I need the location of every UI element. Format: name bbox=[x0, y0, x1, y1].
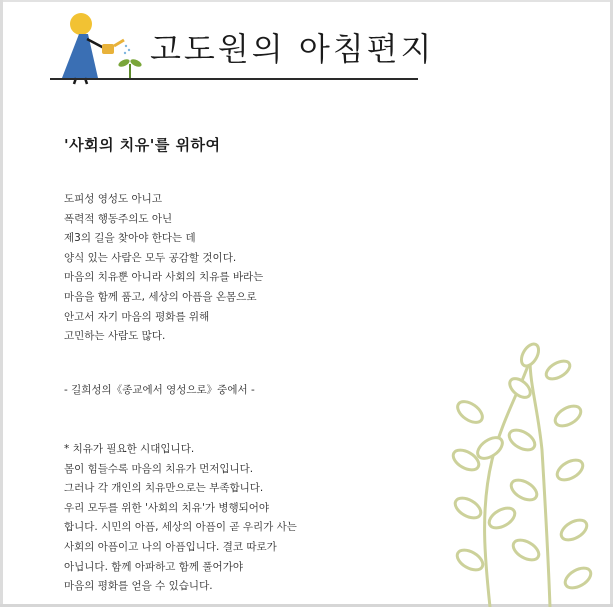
vine-leaves-icon bbox=[430, 340, 613, 607]
commentary-line: 마음의 평화를 얻을 수 있습니다. bbox=[64, 580, 213, 593]
vine-leaf bbox=[543, 357, 573, 382]
poem-line: 안고서 자기 마음의 평화를 위해 bbox=[64, 310, 210, 323]
vine-leaf bbox=[454, 397, 486, 426]
letter-title: 고도원의 아침편지 bbox=[150, 30, 435, 68]
sprout-leaf-left bbox=[117, 58, 130, 69]
commentary-line: 몸이 힘들수록 마음의 치유가 먼저입니다. bbox=[64, 462, 254, 475]
commentary-line: 사회의 아픔이고 나의 아픔입니다. 결코 따로가 bbox=[64, 540, 277, 553]
frame-top-border bbox=[0, 0, 613, 2]
commentary-line: 합니다. 시민의 아픔, 세상의 아픔이 곧 우리가 사는 bbox=[64, 521, 297, 534]
vine-leaf bbox=[452, 494, 484, 522]
poem-line: 마음의 치유뿐 아니라 사회의 치유를 바라는 bbox=[64, 271, 264, 284]
vine-leaf bbox=[454, 546, 486, 574]
article-headline: '사회의 치유'를 위하여 bbox=[64, 136, 221, 154]
poem-block bbox=[64, 190, 263, 347]
source-line: - 길희성의《종교에서 영성으로》중에서 - bbox=[64, 384, 255, 396]
vine-leaf bbox=[474, 433, 506, 462]
water-drop bbox=[124, 52, 126, 54]
figure-head bbox=[70, 13, 92, 35]
poem-line: 제3의 길을 찾아야 한다는 데 bbox=[64, 232, 196, 245]
vine-leaf bbox=[506, 375, 533, 401]
header-underline bbox=[50, 78, 418, 80]
commentary-line: * 치유가 필요한 시대입니다. bbox=[64, 443, 195, 455]
poem-line: 도피성 영성도 아니고 bbox=[64, 193, 162, 205]
vine-leaf bbox=[486, 504, 518, 532]
vine-leaf bbox=[510, 536, 542, 564]
watering-can-body bbox=[102, 44, 114, 54]
water-drop bbox=[125, 45, 127, 47]
sprout-leaf-right bbox=[129, 58, 142, 69]
vine-leaf bbox=[506, 426, 538, 454]
poem-line: 폭력적 행동주의도 아닌 bbox=[64, 212, 173, 225]
frame-left-border bbox=[0, 0, 3, 607]
vine-leaf bbox=[562, 564, 594, 592]
commentary-line: 우리 모두를 위한 '사회의 치유'가 병행되어야 bbox=[64, 501, 270, 514]
vine-leaf bbox=[508, 476, 540, 504]
poem-line: 고민하는 사람도 많다. bbox=[64, 330, 166, 343]
commentary-line: 그러나 각 개인의 치유만으로는 부족합니다. bbox=[64, 482, 264, 495]
water-drop bbox=[128, 49, 130, 51]
commentary-line: 아닙니다. 함께 아파하고 함께 풀어가야 bbox=[64, 560, 243, 573]
letter-header bbox=[50, 6, 435, 86]
vine-leaf bbox=[558, 516, 590, 544]
poem-line: 마음을 함께 품고, 세상의 아픔을 온몸으로 bbox=[64, 290, 257, 303]
poem-line: 양식 있는 사람은 모두 공감할 것이다. bbox=[64, 251, 237, 264]
vine-stem-secondary bbox=[530, 360, 550, 607]
vine-leaf bbox=[554, 456, 586, 484]
vine-leaf bbox=[552, 402, 584, 430]
source-citation bbox=[64, 381, 255, 401]
commentary-block bbox=[64, 440, 297, 597]
vine-leaf bbox=[518, 341, 542, 369]
person-watering-sprout-icon bbox=[50, 6, 150, 86]
watering-can-spout bbox=[114, 40, 124, 46]
